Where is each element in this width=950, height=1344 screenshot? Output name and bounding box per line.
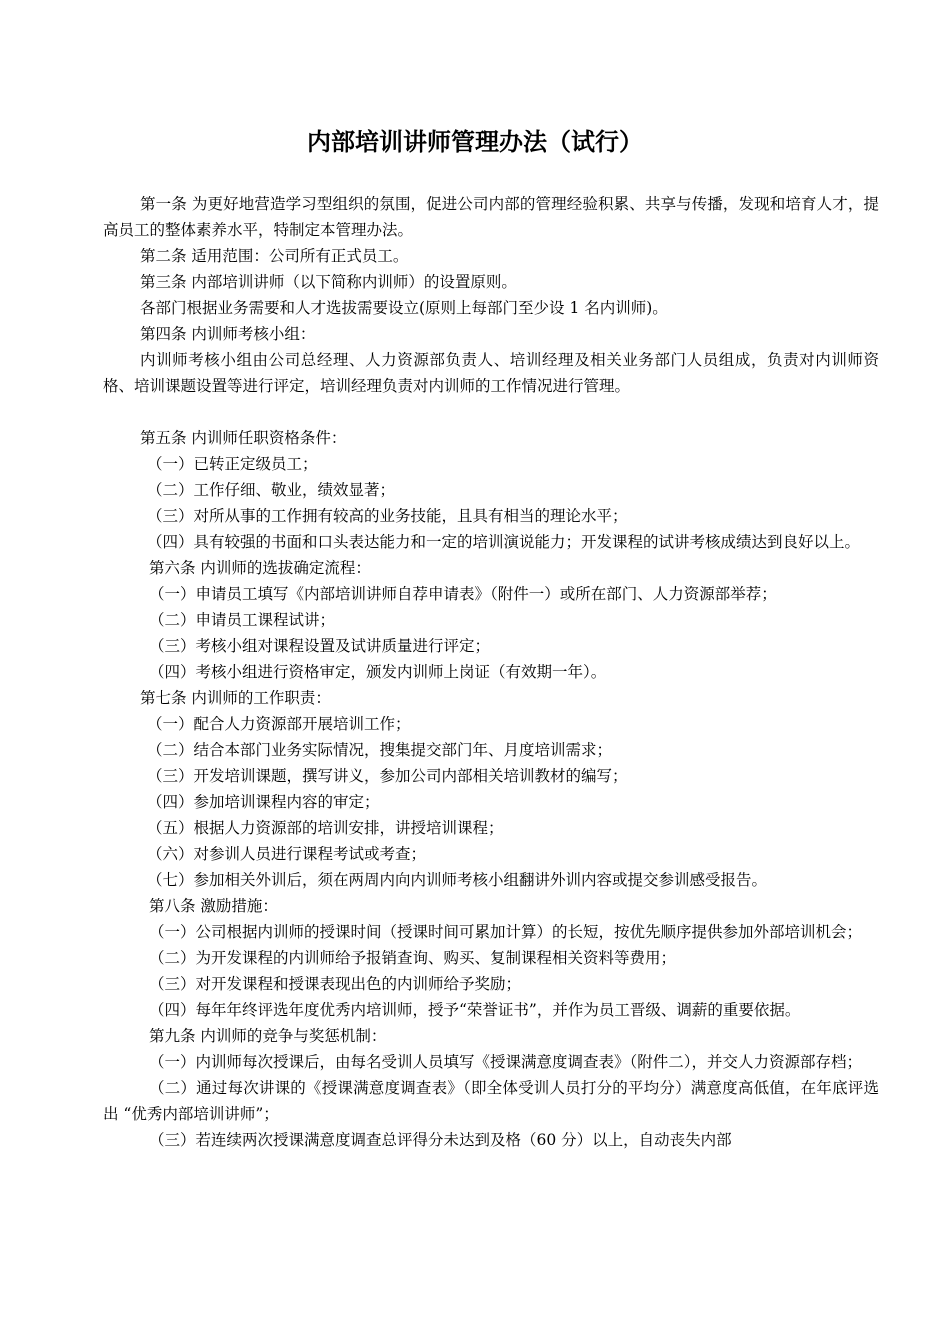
article-2: 第二条 适用范围：公司所有正式员工。: [140, 247, 409, 265]
article-3-detail: 各部门根据业务需要和人才选拔需要设立(原则上每部门至少设 1 名内训师)。: [140, 299, 668, 317]
article-8-item-4: （四）每年年终评选年度优秀内培训师，授予“荣誉证书”，并作为员工晋级、调薪的重要依据。: [149, 1001, 801, 1019]
article-7-item-1: （一）配合人力资源部开展培训工作；: [147, 715, 411, 733]
article-9-item-1: （一）内训师每次授课后，由每名受训人员填写《授课满意度调查表》（附件二），并交人力资源部存档；: [149, 1053, 863, 1071]
article-8-item-1: （一）公司根据内训师的授课时间（授课时间可累加计算）的长短，按优先顺序提供参加外部培训机会；: [149, 923, 863, 941]
article-3: 第三条 内部培训讲师（以下简称内训师）的设置原则。: [140, 273, 517, 291]
article-6-item-1: （一）申请员工填写《内部培训讲师自荐申请表》（附件一）或所在部门、人力资源部举荐；: [149, 585, 777, 603]
article-8: 第八条 激励措施：: [149, 897, 278, 915]
article-7-item-4: （四）参加培训课程内容的审定；: [147, 793, 380, 811]
article-6: 第六条 内训师的选拔确定流程：: [149, 559, 371, 577]
article-1: 第一条 为更好地营造学习型组织的氛围，促进公司内部的管理经验积累、共享与传播，发现和培育人才，提高员工的整体素养水平，特制定本管理办法。: [103, 195, 879, 239]
article-9-item-2: （二）通过每次讲课的《授课满意度调查表》（即全体受训人员打分的平均分）满意度高低值，在年底评选出 “优秀内部培训讲师”；: [103, 1079, 879, 1123]
article-5-item-1: （一）已转正定级员工；: [147, 455, 318, 473]
article-9-item-3: （三）若连续两次授课满意度调查总评得分未达到及格（60 分）以上，自动丧失内部: [149, 1131, 732, 1149]
article-7-item-3: （三）开发培训课题，撰写讲义，参加公司内部相关培训教材的编写；: [147, 767, 628, 785]
article-5-item-3: （三）对所从事的工作拥有较高的业务技能，且具有相当的理论水平；: [147, 507, 628, 525]
article-7-item-2: （二）结合本部门业务实际情况，搜集提交部门年、月度培训需求；: [147, 741, 613, 759]
article-9: 第九条 内训师的竞争与奖惩机制：: [149, 1027, 387, 1045]
article-5-item-4: （四）具有较强的书面和口头表达能力和一定的培训演说能力；开发课程的试讲考核成绩达到良好以上。: [147, 533, 861, 551]
document-title: 内部培训讲师管理办法（试行）: [307, 128, 643, 156]
paragraph-gap: [103, 399, 879, 425]
article-7-item-6: （六）对参训人员进行课程考试或考查；: [147, 845, 427, 863]
article-6-item-3: （三）考核小组对课程设置及试讲质量进行评定；: [149, 637, 491, 655]
article-6-item-2: （二）申请员工课程试讲；: [149, 611, 336, 629]
article-7-item-7: （七）参加相关外训后，须在两周内向内训师考核小组翻讲外训内容或提交参训感受报告。: [147, 871, 768, 889]
document-body: [103, 191, 879, 1153]
article-4: 第四条 内训师考核小组：: [140, 325, 316, 343]
article-7: 第七条 内训师的工作职责：: [140, 689, 331, 707]
article-4-detail: 内训师考核小组由公司总经理、人力资源部负责人、培训经理及相关业务部门人员组成，负责对内训师资格、培训课题设置等进行评定，培训经理负责对内训师的工作情况进行管理。: [103, 351, 879, 395]
article-5: 第五条 内训师任职资格条件：: [140, 429, 347, 447]
article-6-item-4: （四）考核小组进行资格审定，颁发内训师上岗证（有效期一年）。: [149, 663, 607, 681]
article-7-item-5: （五）根据人力资源部的培训安排，讲授培训课程；: [147, 819, 504, 837]
article-8-item-2: （二）为开发课程的内训师给予报销查询、购买、复制课程相关资料等费用；: [149, 949, 677, 967]
article-8-item-3: （三）对开发课程和授课表现出色的内训师给予奖励；: [149, 975, 522, 993]
article-5-item-2: （二）工作仔细、敬业，绩效显著；: [147, 481, 396, 499]
